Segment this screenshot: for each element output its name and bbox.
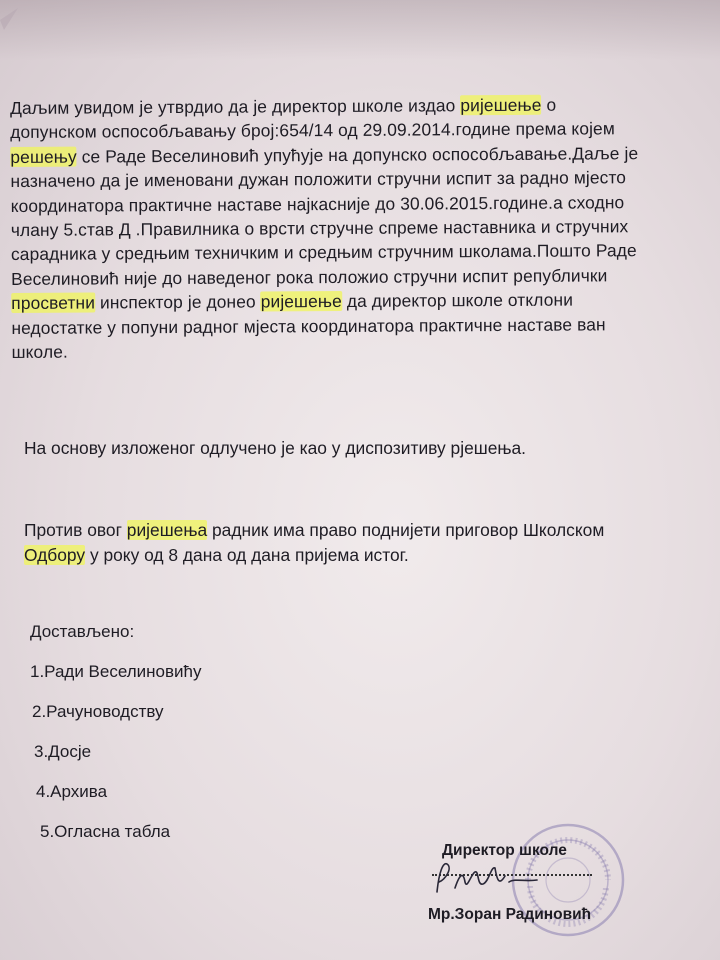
director-title: Директор школе (442, 842, 567, 859)
highlighted-text: решењу (10, 146, 77, 167)
text-segment: Даљим увидом је утврдио да је директор школе издао (10, 95, 461, 118)
delivered-list (30, 662, 201, 862)
margin-mark-icon (0, 0, 30, 60)
text-line (11, 336, 711, 365)
text-segment: недостатке у попуни радног мјеста координатора практичне наставе ван (11, 314, 606, 338)
text-segment: допунском оспособљавању број:654/14 од 29.09.2014.године према којем (10, 118, 615, 143)
highlighted-text: просветни (11, 292, 96, 314)
text-line (10, 165, 710, 194)
main-paragraph (10, 92, 712, 365)
text-line (11, 263, 711, 292)
text-line (24, 543, 604, 568)
text-segment: о (541, 94, 557, 115)
text-segment: назначено да је именовани дужан положити стручни испит за радно мјесто (10, 167, 627, 192)
text-segment: координатора практичне наставе најкасније до 30.06.2015.године.а сходно (10, 191, 625, 216)
text-segment: Против овог (24, 520, 127, 540)
text-segment: радник има право поднијети приговор Школском (207, 520, 605, 540)
text-segment: да директор школе отклони (341, 289, 574, 312)
director-name: Мр.Зоран Радиновић (428, 906, 592, 923)
decision-paragraph: На основу изложеног одлучено је као у диспозитиву рјешења. (24, 438, 527, 458)
text-line (24, 518, 604, 543)
delivered-label: Достављено: (30, 622, 135, 641)
highlighted-text: риjешење (460, 94, 542, 116)
highlighted-text: риjешење (260, 291, 342, 312)
text-segment: сарадника у средњим техничким и средњим стручним школама.Пошто Раде (10, 240, 637, 265)
text-segment: у року од 8 дана од дана пријема истог. (85, 545, 409, 565)
text-segment: школе. (11, 341, 68, 363)
text-segment: се Раде Веселиновић упућује на допунско оспособљавање.Даље је (76, 142, 639, 167)
text-segment: члану 5.став Д .Правилника о врсти стручне спреме наставника и стручних (10, 216, 629, 241)
appeal-paragraph (24, 518, 604, 568)
text-segment: инспектор је донео (94, 291, 261, 313)
highlighted-text: риjешења (126, 520, 208, 540)
list-item: 4.Архива (36, 782, 108, 801)
page-shadow (0, 0, 720, 60)
list-item: 3.Досје (34, 742, 92, 761)
list-item: 1.Ради Веселиновићу (30, 662, 202, 681)
list-item: 5.Огласна табла (40, 822, 171, 841)
highlighted-text: Одбору (24, 545, 86, 565)
text-segment: Веселиновић није до наведеног рока положио стручни испит републички (11, 265, 608, 289)
list-item: 2.Рачуноводству (32, 702, 164, 721)
signature-icon (425, 852, 575, 902)
